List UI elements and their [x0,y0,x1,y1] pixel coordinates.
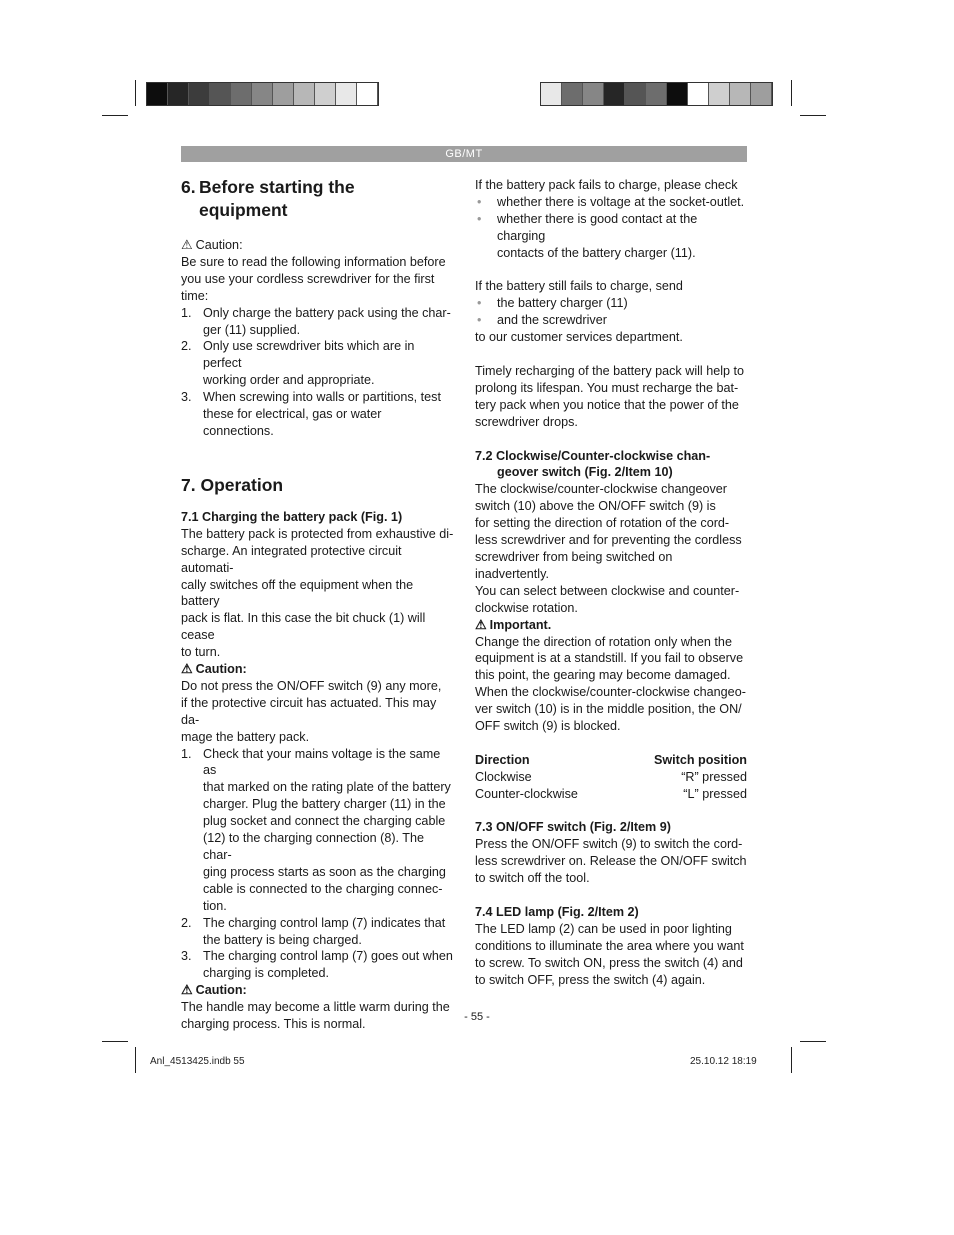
text-line: When the clockwise/counter-clockwise changeo- [475,685,746,700]
list-item-text: Only charge the battery pack using the char- [203,305,451,320]
list-item-text: When screwing into walls or partitions, test [203,390,441,405]
color-bar-left [146,82,379,106]
warning-icon: ⚠ [475,616,487,632]
crop-mark [135,1047,136,1073]
text-line: The LED lamp (2) can be used in poor lighting [475,921,732,936]
text-line: You can select between clockwise and counter- [475,583,740,598]
column-header: Direction [475,752,530,767]
text-line: Timely recharging of the battery pack will help to [475,363,745,378]
bullet-text: the battery charger (11) [497,296,628,311]
column-header: Switch position [653,752,747,767]
list-number: 2. [181,915,192,930]
bullet-item [475,194,747,211]
text-line: mage the battery pack. [181,729,310,744]
text-line: if the protective circuit has actuated. This may da- [181,695,437,727]
text-line: Press the ON/OFF switch (9) to switch the cord- [475,837,743,852]
crop-mark [800,1041,826,1042]
important-text [475,634,747,735]
list-item-text: charging is completed. [203,966,330,981]
list-number: 3. [181,949,192,964]
table-row [475,769,747,786]
text-line: pack is flat. In this case the bit chuck (1) will cease [181,611,426,643]
region-label: GB/MT [445,148,483,160]
color-swatch [646,83,667,105]
list-item-text: plug socket and connect the charging cable [203,814,446,829]
text-line: charging process. This is normal. [181,1017,366,1032]
list-item-text: that marked on the rating plate of the battery [203,780,451,795]
table-header [475,752,747,769]
bullet-text: contacts of the battery charger (11). [497,245,696,260]
text-line: to switch OFF, press the switch (4) again. [475,972,706,987]
text-line: scharge. An integrated protective circuit automati- [181,543,402,575]
bullet-icon: • [477,194,482,209]
direction-table [475,752,747,803]
color-swatch [315,83,336,105]
section-7-title: 7. Operation [181,474,284,495]
text-line: this point, the gearing may become damaged. [475,668,731,683]
text-line: to switch off the tool. [475,871,590,886]
color-swatch [294,83,315,105]
paragraph-7-1 [181,526,455,661]
list-item-text: tion. [203,898,227,913]
left-column [181,176,455,1033]
table-row [475,786,747,803]
text-line: Do not press the ON/OFF switch (9) any more, [181,678,442,693]
switch-position-cell: “R” pressed [681,769,747,784]
list-item-text: The charging control lamp (7) goes out when [203,949,453,964]
warning-icon: ⚠ [181,661,193,677]
color-swatch [562,83,583,105]
text-line: tery pack when you notice that the power of the [475,397,739,412]
footer-filename: Anl_4513425.indb 55 [150,1056,245,1067]
list-item-text: The charging control lamp (7) indicates that [203,915,446,930]
color-swatch [357,83,378,105]
list-item [181,915,455,949]
color-swatch [688,83,709,105]
text-line: prolong its lifespan. You must recharge the bat- [475,380,739,395]
color-swatch [667,83,688,105]
list-item-text: Check that your mains voltage is the same as [203,746,441,778]
list-item [181,338,455,389]
list-item [181,746,455,915]
language-header-bar [181,146,747,162]
section-7-2-title: 7.2 Clockwise/Counter-clockwise chan- geover switch (Fig. 2/Item 10) [475,448,711,480]
list-number: 3. [181,390,192,405]
color-swatch [273,83,294,105]
text-line: less screwdriver on. Release the ON/OFF switch [475,854,747,869]
color-swatch [252,83,273,105]
list-item-text: cable is connected to the charging connec- [203,881,443,896]
color-swatch [147,83,168,105]
list-number: 2. [181,339,192,354]
text-line: screwdriver from being switched on inadvertently. [475,550,673,581]
bullet-text: whether there is good contact at the charging [497,211,698,243]
send-outro: to our customer services department. [475,330,683,345]
list-item-text: (12) to the charging connection (8). The char- [203,831,424,862]
caution-heading: ⚠ Caution: [181,661,247,677]
list-item [181,948,455,982]
section-7-1-title: 7.1 Charging the battery pack (Fig. 1) [181,509,403,524]
check-list [475,194,747,262]
color-swatch [210,83,231,105]
list-item [181,389,455,440]
bullet-icon: • [477,313,482,328]
section-7-3-title: 7.3 ON/OFF switch (Fig. 2/Item 9) [475,820,671,835]
crop-mark [102,115,128,116]
crop-mark [791,80,792,106]
list-number: 1. [181,305,192,320]
bullet-item [475,211,747,262]
text-line: The handle may become a little warm during the [181,1000,450,1015]
intro-text: Be sure to read the following information before you use your cordless screwdriver for the first time: [181,254,446,303]
text-line: The clockwise/counter-clockwise changeover [475,482,727,497]
bullet-icon: • [477,211,482,226]
direction-cell: Counter-clockwise [475,786,578,801]
paragraph-7-3 [475,836,747,887]
direction-cell: Clockwise [475,769,532,784]
color-swatch [189,83,210,105]
text-line: less screwdriver and for preventing the cordless [475,533,742,548]
charging-steps-list [181,746,455,983]
color-swatch [751,83,772,105]
paragraph-7-4 [475,921,747,989]
color-swatch [336,83,357,105]
color-swatch [231,83,252,105]
bullet-item [475,295,747,312]
precaution-list [181,305,455,440]
color-swatch [583,83,604,105]
bullet-icon: • [477,296,482,311]
text-line: switch (10) above the ON/OFF switch (9) is [475,499,716,514]
warning-icon: ⚠ [181,982,193,998]
warning-icon: ⚠ [181,237,193,252]
color-swatch [168,83,189,105]
text-line: screwdriver drops. [475,414,578,429]
recharge-paragraph [475,363,747,431]
list-item-text: Only use screwdriver bits which are in perfect [203,339,415,371]
color-swatch [604,83,625,105]
list-item-text: ging process starts as soon as the charging [203,864,446,879]
text-line: for setting the direction of rotation of the cord- [475,516,730,531]
switch-position-cell: “L” pressed [683,786,747,801]
charge-check-intro: If the battery pack fails to charge, please check [475,178,738,192]
crop-mark [102,1041,128,1042]
send-list [475,295,747,329]
important-heading: ⚠ Important. [475,616,552,632]
section-6-title: 6. Before starting the equipment [181,177,355,220]
crop-mark [791,1047,792,1073]
text-line: clockwise rotation. [475,600,578,615]
list-item-text: these for electrical, gas or water connections. [203,407,382,438]
color-swatch [625,83,646,105]
color-swatch [730,83,751,105]
list-number: 1. [181,746,192,761]
text-line: cally switches off the equipment when the battery [181,577,414,609]
text-line: equipment is at a standstill. If you fail to observe [475,651,744,666]
bullet-item [475,312,747,329]
text-line: conditions to illuminate the area where you want [475,938,744,953]
caution-text [181,678,455,746]
page-number: - 55 - [464,1011,490,1023]
text-line: ver switch (10) is in the middle position, the ON/ [475,702,742,717]
right-column [475,177,747,989]
footer-date: 25.10.12 18:19 [690,1056,757,1067]
caution-label: ⚠ Caution: [181,237,243,252]
color-swatch [709,83,730,105]
text-line: to turn. [181,645,221,660]
caution-heading: ⚠ Caution: [181,982,247,998]
section-7-4-title: 7.4 LED lamp (Fig. 2/Item 2) [475,904,639,919]
bullet-text: whether there is voltage at the socket-outlet. [497,194,745,209]
text-line: OFF switch (9) is blocked. [475,719,621,734]
text-line: The battery pack is protected from exhaustive di- [181,526,454,541]
list-item-text: ger (11) supplied. [203,322,301,337]
text-line: Change the direction of rotation only when the [475,634,732,649]
bullet-text: and the screwdriver [497,313,607,328]
paragraph-7-2 [475,481,747,616]
list-item-text: working order and appropriate. [203,373,375,388]
color-bar-right [540,82,773,106]
list-item-text: the battery is being charged. [203,932,362,947]
list-item-text: charger. Plug the battery charger (11) in the [203,797,446,812]
crop-mark [800,115,826,116]
crop-mark [135,80,136,106]
color-swatch [541,83,562,105]
send-intro: If the battery still fails to charge, send [475,279,683,294]
text-line: to screw. To switch ON, press the switch (4) and [475,955,743,970]
list-item [181,305,455,339]
